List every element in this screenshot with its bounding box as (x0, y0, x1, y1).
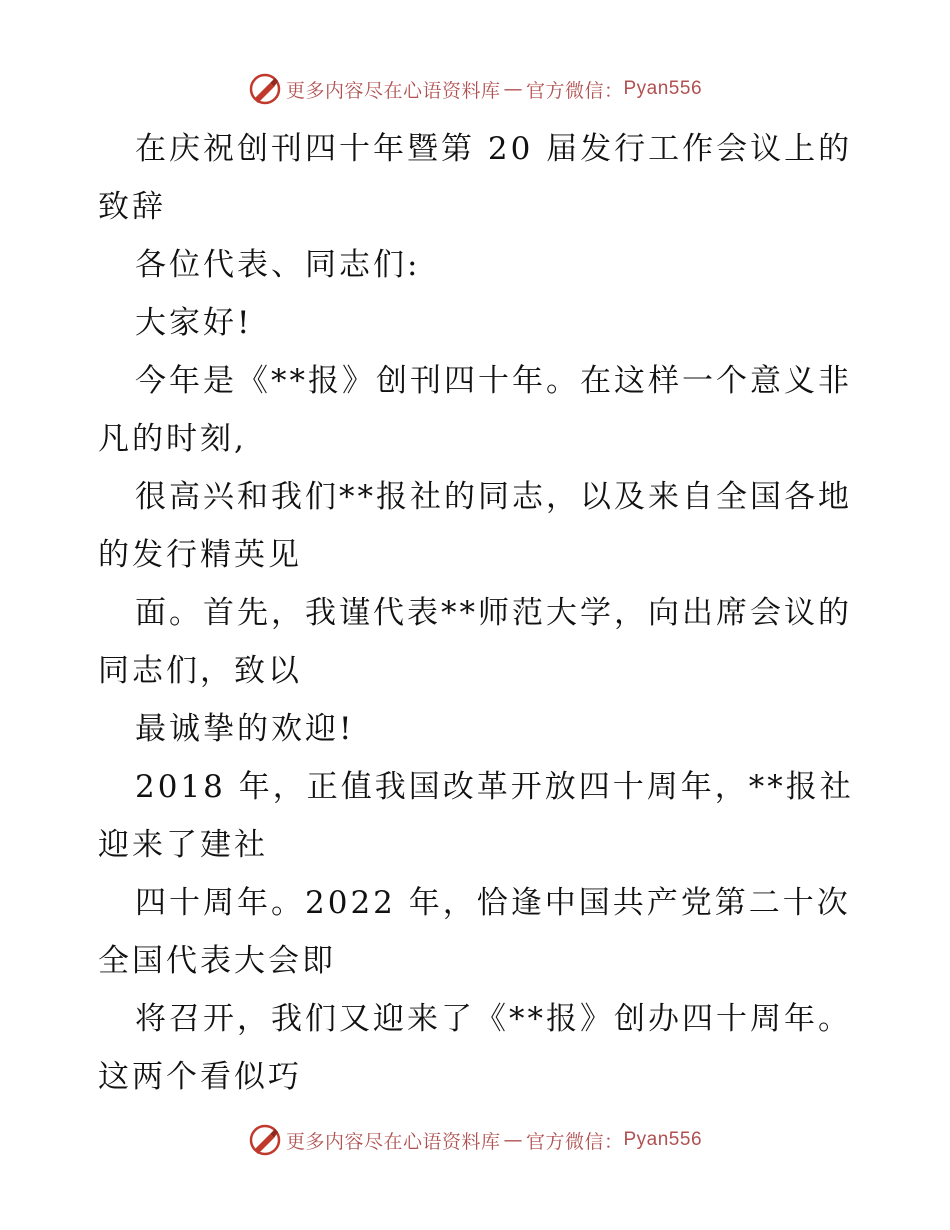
footer-watermark (0, 1122, 950, 1158)
watermark-separator: — (503, 78, 523, 100)
text-line: 最诚挚的欢迎! (135, 711, 355, 747)
text-line: 全国代表大会即 (98, 943, 336, 979)
text-line: 今年是《**报》创刊四十年。在这样一个意义非 (135, 363, 852, 399)
watermark-brand: 更多内容尽在心语资料库 (285, 79, 501, 102)
text-line: 很高兴和我们**报社的同志，以及来自全国各地 (135, 479, 852, 515)
text-line: 致辞 (98, 189, 166, 225)
watermark-brand: 更多内容尽在心语资料库 (285, 1130, 501, 1153)
text-line: 将召开，我们又迎来了《**报》创办四十周年。 (135, 1001, 852, 1037)
text-line: 同志们，致以 (98, 653, 302, 689)
watermark-separator: — (503, 1129, 523, 1151)
watermark-account: Pyan556 (623, 78, 703, 99)
text-line: 在庆祝创刊四十年暨第 20 届发行工作会议上的 (135, 131, 853, 167)
header-watermark (0, 71, 950, 107)
text-line: 四十周年。2022 年，恰逢中国共产党第二十次 (135, 885, 851, 921)
text-line: 面。首先，我谨代表**师范大学，向出席会议的 (135, 595, 852, 631)
pen-logo-icon (248, 72, 282, 106)
text-line: 这两个看似巧 (98, 1059, 302, 1095)
text-line: 的发行精英见 (98, 537, 302, 573)
pen-logo-icon (248, 1123, 282, 1157)
text-line: 大家好! (135, 305, 253, 341)
watermark-label: 官方微信： (525, 1130, 624, 1153)
document-body (98, 120, 858, 1106)
text-line: 迎来了建社 (98, 827, 268, 863)
watermark-account: Pyan556 (623, 1129, 703, 1150)
text-line: 2018 年，正值我国改革开放四十周年，**报社 (135, 769, 854, 805)
text-line: 凡的时刻, (98, 421, 247, 457)
text-line: 各位代表、同志们: (135, 247, 421, 283)
watermark-label: 官方微信： (525, 79, 624, 102)
